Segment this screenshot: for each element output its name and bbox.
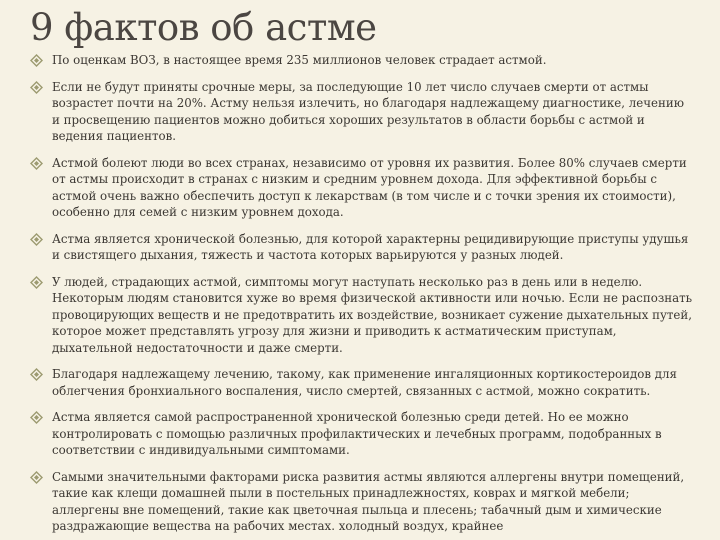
- list-item-text: По оценкам ВОЗ, в настоящее время 235 миллионов человек страдает астмой.: [52, 53, 547, 67]
- list-item-text: Самыми значительными факторами риска развития астмы являются аллергены внутри помещений, такие как клещи домашней пыли в постельных принадлежностях, коврах и мягкой мебели; аллергены вне помещений, такие как цветочная пыльца и плесень; табачный дым и химические раздражающие вещества на рабочих местах. холодный воздух, крайнее: [52, 469, 685, 533]
- diamond-bullet-icon: [30, 276, 43, 289]
- list-item-text: Астмой болеют люди во всех странах, независимо от уровня их развития. Более 80% случаев смерти от астмы происходит в странах с низким и средним уровнем дохода. Для эффективной борьбы с астмой очень важно обеспечить доступ к лекарствам (в том числе и с точки зрения их стоимости), особенно для семей с низким уровнем дохода.: [52, 155, 687, 219]
- diamond-bullet-icon: [30, 368, 43, 381]
- facts-list: [0, 52, 720, 540]
- list-item: [0, 366, 720, 399]
- list-item: [0, 79, 720, 145]
- diamond-bullet-icon: [30, 54, 43, 67]
- list-item-text: Если не будут приняты срочные меры, за последующие 10 лет число случаев смерти от астмы возрастет почти на 20%. Астму нельзя излечить, но благодаря надлежащему диагностике, лечению и просвещению пациентов можно добиться хороших результатов в области борьбы с астмой и ведения пациентов.: [52, 79, 685, 143]
- list-item: [0, 52, 720, 69]
- list-item: [0, 274, 720, 357]
- list-item: [0, 469, 720, 535]
- diamond-bullet-icon: [30, 157, 43, 170]
- list-item-text: Астма является хронической болезнью, для которой характерны рецидивирующие приступы удушья и свистящего дыхания, тяжесть и частота которых варьируются у разных людей.: [52, 231, 689, 262]
- diamond-bullet-icon: [30, 411, 43, 424]
- list-item-text: Астма является самой распространенной хронической болезнью среди детей. Но ее можно контролировать с помощью различных профилактических и лечебных программ, подобранных в соответствии с индивидуальными симптомами.: [52, 410, 662, 457]
- page-title: 9 фактов об астме: [30, 6, 377, 49]
- diamond-bullet-icon: [30, 81, 43, 94]
- diamond-bullet-icon: [30, 471, 43, 484]
- list-item: [0, 155, 720, 221]
- list-item-text: У людей, страдающих астмой, симптомы могут наступать несколько раз в день или в неделю. Некоторым людям становится хуже во время физической активности или ночью. Если не распознать провоцирующих веществ и не предотвратить их воздействие, возникает сужение дыхательных путей, которое может представлять угрозу для жизни и приводить к астматическим приступам, дыхательной недостаточности и даже смерти.: [52, 274, 693, 355]
- list-item-text: Благодаря надлежащему лечению, такому, как применение ингаляционных кортикостероидов для облегчения бронхиального воспаления, число смертей, связанных с астмой, можно сократить.: [52, 367, 677, 398]
- list-item: [0, 409, 720, 459]
- diamond-bullet-icon: [30, 233, 43, 246]
- list-item: [0, 231, 720, 264]
